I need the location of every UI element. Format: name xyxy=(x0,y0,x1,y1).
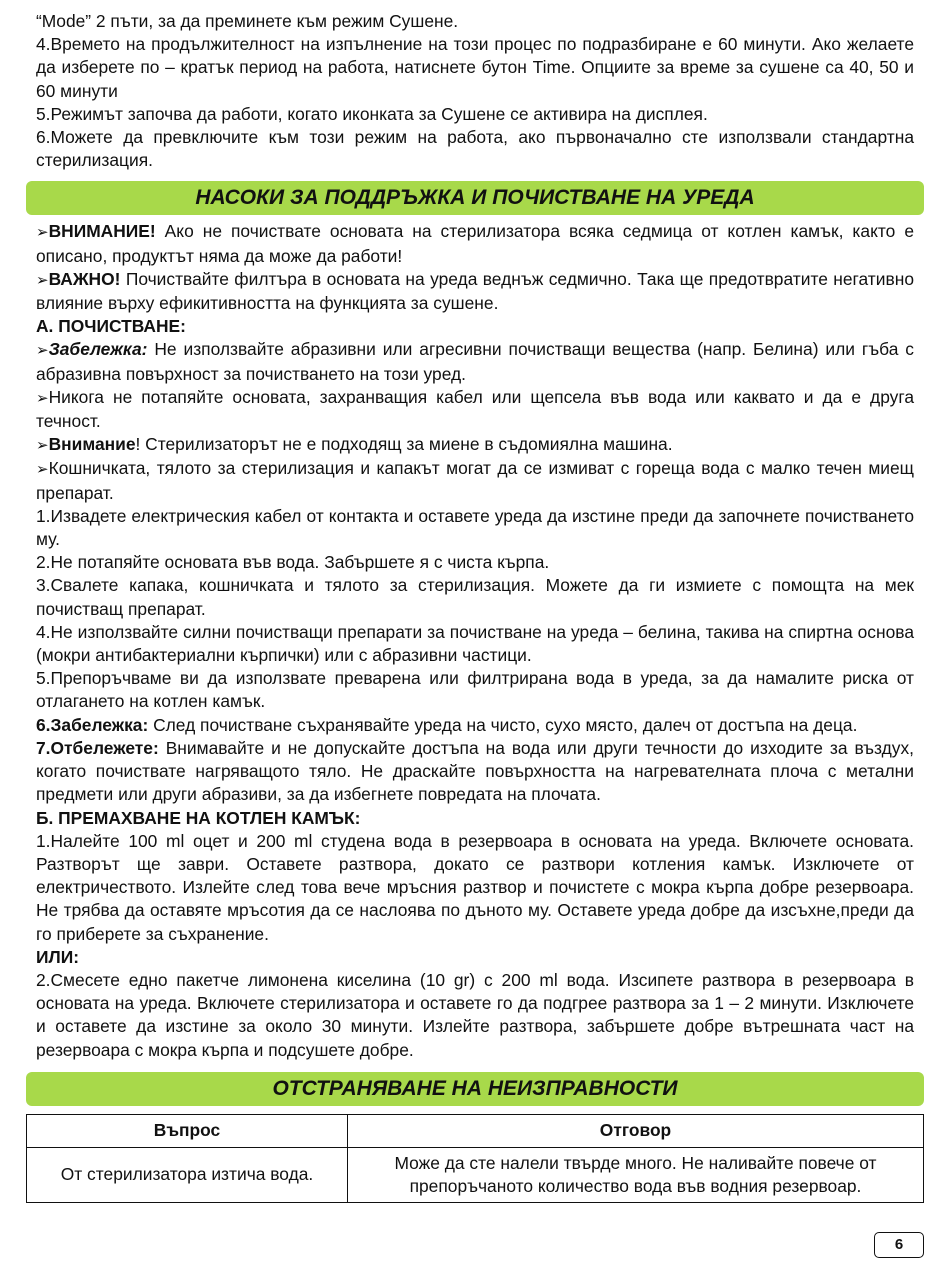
cleaning-step-6 xyxy=(36,714,914,737)
question-cell: От стерилизатора изтича вода. xyxy=(27,1147,348,1202)
bullet-arrow-icon: ➢ xyxy=(36,342,49,360)
bullet-arrow-icon: ➢ xyxy=(36,461,49,479)
warning-paragraph xyxy=(36,220,914,267)
important-paragraph xyxy=(36,268,914,315)
table-row xyxy=(27,1147,924,1202)
intro-line-1: “Mode” 2 пъти, за да преминете към режим Сушене. xyxy=(36,11,459,31)
warning-label: ВНИМАНИЕ! xyxy=(48,221,156,242)
cleaning-attention xyxy=(36,433,914,457)
answer-cell: Може да сте налели твърде много. Не наливайте повече от препоръчаното количество вода във водния резервоар. xyxy=(348,1147,924,1202)
cleaning-never xyxy=(36,386,914,433)
descaling-step-2: 2.Смесете едно пакетче лимонена киселина (10 gr) с 200 ml вода. Изсипете разтвора в резервоара в основата на уреда. Включете стерилизатора и оставете го да подгрее разтвора за 1 – 2 минути. Изключете и оставете да изстине за около 30 минути. Излейте разтвора, забършете добре вътрешната част на резервоара с мокра кърпа и подсушете добре. xyxy=(36,969,914,1060)
bullet-arrow-icon: ➢ xyxy=(36,224,49,242)
cleaning-step-3: 3.Свалете капака, кошничката и тялото за стерилизация. Можете да ги измиете с помощта на мек почистващ препарат. xyxy=(36,575,914,619)
important-text: Почиствайте филтъра в основата на уреда веднъж седмично. Така ще предотвратите негативно влияние върху ефикитивността на функцията за сушене. xyxy=(36,268,914,314)
bullet-arrow-icon: ➢ xyxy=(36,271,49,289)
attention-label: Внимание xyxy=(48,434,136,455)
manual-page xyxy=(36,10,914,1203)
column-header-answer: Отговор xyxy=(348,1114,924,1147)
step7-text: Внимавайте и не допускайте достъпа на вода или други течности до изходите за въздух, когато почиствате нагряващото тяло. Не драскайте повърхността на нагревателната плоча с метални предмети или други абразиви, за да избегнете повредата на плочата. xyxy=(36,737,914,805)
never-text: Никога не потапяйте основата, захранващия кабел или щепсела във вода или каквато и да е друга течност. xyxy=(36,386,914,432)
basket-text: Кошничката, тялото за стерилизация и капакът могат да се измиват с гореща вода с малко течен миещ препарат. xyxy=(36,458,914,503)
step7-label: 7.Отбележете: xyxy=(36,737,159,758)
table-header-row xyxy=(27,1114,924,1147)
page-number: 6 xyxy=(874,1232,924,1258)
descaling-or: ИЛИ: xyxy=(36,946,79,967)
warning-text: Ако не почиствате основата на стерилизатора всяка седмица от котлен камък, както е описано, продуктът няма да може да работи! xyxy=(36,221,914,266)
cleaning-step-5: 5.Препоръчваме ви да използвате преварена или филтрирана вода в уреда, за да намалите риска от отлагането на котлен камък. xyxy=(36,668,914,712)
cleaning-step-1: 1.Извадете електрическия кабел от контакта и оставете уреда да изстине преди да започнете почистването му. xyxy=(36,505,914,550)
intro-step-4: 4.Времето на продължителност на изпълнение на този процес по подразбиране е 60 минути. Ако желаете да изберете по – кратък период на работа, натиснете бутон Time. Опциите за време за сушене са 40, 50 и 60 минути xyxy=(36,34,914,101)
cleaning-step-4: 4.Не използвайте силни почистващи препарати за почистване на уреда – белина, такива на спиртна основа (мокри антибактериални кърпички) или с абразивни частици. xyxy=(36,621,914,666)
cleaning-note xyxy=(36,338,914,385)
cleaning-basket xyxy=(36,457,914,504)
intro-step-5: 5.Режимът започва да работи, когато иконката за Сушене се активира на дисплея. xyxy=(36,103,708,124)
bullet-arrow-icon: ➢ xyxy=(36,389,49,407)
note-text: Не използвайте абразивни или агресивни почистващи вещества (напр. Белина) или гъба с абразивна повърхност за почистването на този уред. xyxy=(36,339,914,384)
note-label: Забележка: xyxy=(48,339,148,360)
attention-text: ! Стерилизаторът не е подходящ за миене в съдомиялна машина. xyxy=(135,434,673,455)
important-label: ВАЖНО! xyxy=(48,268,121,289)
column-header-question: Въпрос xyxy=(27,1114,348,1147)
descaling-title: Б. ПРЕМАХВАНЕ НА КОТЛЕН КАМЪК: xyxy=(36,807,361,828)
descaling-step-1: 1.Налейте 100 ml оцет и 200 ml студена вода в резервоара в основата на уреда. Включете основата. Разтворът ще заври. Оставете разтвора, докато се разтвори котления камък. Изключете от електричеството. Излейте след това вече мръсния разтвор и почистете с мокра кърпа добре резервоара. Не трябва да оставяте мръсотия да се наслоява по дъното му. Оставете уреда добре да изсъхне,преди да го приберете за съхранение. xyxy=(36,830,914,944)
cleaning-step-2: 2.Не потапяйте основата във вода. Забършете я с чиста кърпа. xyxy=(36,552,550,573)
bullet-arrow-icon: ➢ xyxy=(36,437,49,455)
step6-text: След почистване съхранявайте уреда на чисто, сухо място, далеч от достъпа на деца. xyxy=(148,714,858,735)
troubleshooting-table xyxy=(26,1114,924,1203)
intro-step-6: 6.Можете да превключите към този режим на работа, ако първоначално сте използвали стандартна стерилизация. xyxy=(36,127,914,171)
cleaning-step-7 xyxy=(36,737,914,807)
step6-label: 6.Забележка: xyxy=(36,714,149,735)
troubleshooting-heading: ОТСТРАНЯВАНЕ НА НЕИЗПРАВНОСТИ xyxy=(26,1072,924,1106)
maintenance-heading: НАСОКИ ЗА ПОДДРЪЖКА И ПОЧИСТВАНЕ НА УРЕДА xyxy=(26,181,924,215)
cleaning-title: А. ПОЧИСТВАНЕ: xyxy=(36,316,186,337)
